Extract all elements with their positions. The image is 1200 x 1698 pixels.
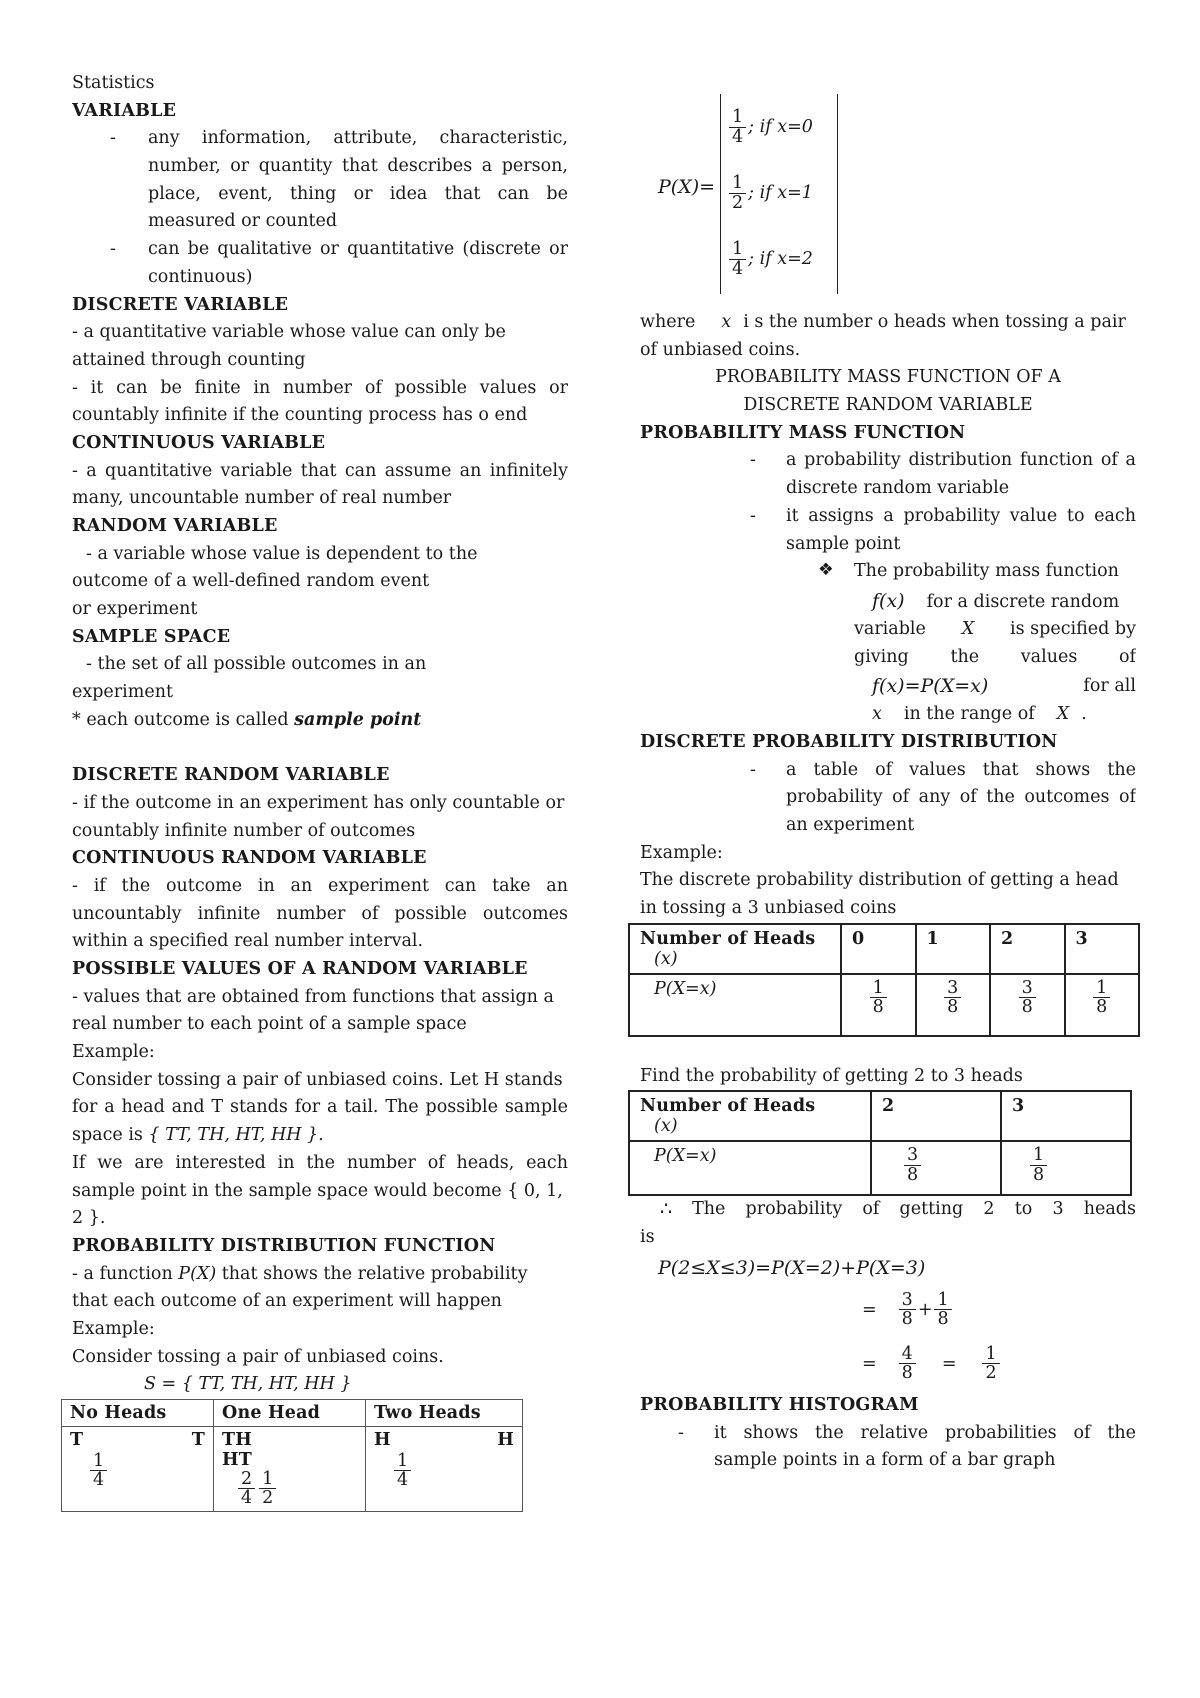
possible-values-heading: POSSIBLE VALUES OF A RANDOM VARIABLE (72, 959, 528, 979)
pmf-def-line: f(x) for a discrete random (872, 589, 1120, 612)
right-column (640, 70, 1136, 1475)
table-header-cell: 0 (841, 924, 916, 974)
histogram-heading: PROBABILITY HISTOGRAM (640, 1394, 919, 1415)
variable-bullet-1-cont: place, event, thing or idea that can be (148, 183, 568, 204)
continuous-random-variable-line: uncountably infinite number of possible outcomes (72, 903, 568, 924)
fraction: $\frac{1}{2}$ (259, 1470, 276, 1508)
table-header-cell: No Heads (62, 1400, 214, 1427)
table-header-cell: 3 (1065, 924, 1140, 974)
piecewise-case: $\frac{1}{4}$ ; if x=2 (727, 226, 837, 292)
pmf-bullet-2-cont: sample point (786, 533, 901, 554)
sample-space-line: - the set of all possible outcomes in an (86, 654, 427, 675)
table-row (62, 1400, 523, 1427)
pdf-line: - a function P(X) that shows the relative probability (72, 1263, 528, 1284)
table-header-cell: 2 (990, 924, 1065, 974)
table-header-cell: Two Heads (366, 1400, 523, 1427)
spacer (72, 735, 568, 763)
piecewise-case: $\frac{1}{2}$ ; if x=1 (727, 160, 837, 226)
pmf-bullet-1-cont: discrete random variable (786, 478, 1010, 499)
dpd-bullet-cont: an experiment (786, 815, 915, 835)
discrete-variable-line: - it can be finite in number of possible values or (72, 377, 568, 398)
pmf-bullet-2: - it assigns a probability value to each (750, 505, 1136, 526)
discrete-random-variable-line: countably infinite number of outcomes (72, 820, 416, 841)
histogram-bullet: - it shows the relative probabilities of the (678, 1422, 1136, 1443)
table-cell: H H $\frac{1}{4}$ (366, 1427, 523, 1512)
pmf-def-line: x in the range of X . (872, 704, 1087, 725)
find-line: Find the probability of getting 2 to 3 heads (640, 1065, 1023, 1086)
table-row (62, 1427, 523, 1512)
sample-point-note: * each outcome is called sample point (72, 709, 422, 730)
continuous-variable-line: many, uncountable number of real number (72, 488, 452, 509)
discrete-variable-heading: DISCRETE VARIABLE (72, 294, 289, 315)
pmf-definition (640, 558, 1136, 729)
possible-values-example-line: Consider tossing a pair of unbiased coins. Let H stands (72, 1069, 563, 1090)
dpd-bullet-cont: probability of any of the outcomes of (786, 787, 1136, 808)
dpd-example-label: Example: (640, 842, 723, 863)
fraction: $\frac{1}{4}$ (394, 1452, 411, 1490)
continuous-random-variable-line: - if the outcome in an experiment can take an (72, 875, 568, 896)
pdf-heading: PROBABILITY DISTRIBUTION FUNCTION (72, 1235, 496, 1256)
table-cell: $\frac{1}{8}$ (841, 974, 916, 1036)
variable-bullet-1-cont: measured or counted (148, 211, 338, 232)
random-variable-line: - a variable whose value is dependent to the (86, 543, 478, 564)
pmf-bullet-1: - a probability distribution function of a (750, 450, 1136, 471)
random-variable-line: outcome of a well-defined random event (72, 571, 430, 592)
discrete-variable-line: - a quantitative variable whose value can only be (72, 322, 506, 343)
variable-heading: VARIABLE (72, 100, 177, 121)
distribution-table-2-3-heads (628, 1090, 1132, 1196)
pdf-line: that each outcome of an experiment will happen (72, 1291, 502, 1312)
pmf-heading: PROBABILITY MASS FUNCTION (640, 422, 966, 443)
random-variable-line: or experiment (72, 599, 198, 620)
table-row (629, 924, 1139, 974)
therefore-line: ∴ The probability of getting 2 to 3 heads (640, 1196, 1136, 1224)
variable-bullet-1: - any information, attribute, characteristic, (110, 128, 568, 149)
equation-step: = $\frac{4}{8}$ = $\frac{1}{2}$ (640, 1336, 1136, 1392)
table-cell: $\frac{1}{8}$ (1001, 1141, 1131, 1195)
variable-bullet-2-cont: continuous) (148, 266, 253, 287)
table-header-cell: 2 (871, 1091, 1001, 1141)
where-line: where x i s the number o heads when tossing a pair (640, 312, 1126, 332)
discrete-random-variable-heading: DISCRETE RANDOM VARIABLE (72, 765, 390, 786)
pmf-def-line: The probability mass function (854, 561, 1119, 582)
table-cell: T T $\frac{1}{4}$ (62, 1427, 214, 1512)
table-header-cell: Number of Heads (x) (629, 924, 841, 974)
dpd-bullet: - a table of values that shows the (750, 759, 1136, 780)
histogram-bullet-cont: sample points in a form of a bar graph (714, 1450, 1056, 1471)
table-cell: $\frac{3}{8}$ (871, 1141, 1001, 1195)
therefore-icon: ∴ (660, 1198, 673, 1221)
piecewise-case: $\frac{1}{4}$ ; if x=0 (727, 94, 837, 160)
doc-title: Statistics (72, 73, 155, 93)
sample-space-heading: SAMPLE SPACE (72, 626, 231, 647)
possible-values-line: - values that are obtained from functions that assign a (72, 986, 554, 1007)
pmf-title: DISCRETE RANDOM VARIABLE (743, 395, 1033, 416)
probability-equation: P(2≤X≤3)=P(X=2)+P(X=3) (658, 1256, 926, 1279)
pmf-def-line: f(x)=P(X=x) for all (872, 675, 1136, 698)
where-line: of unbiased coins. (640, 339, 801, 360)
discrete-variable-line: countably infinite if the counting process has o end (72, 405, 528, 426)
random-variable-heading: RANDOM VARIABLE (72, 516, 278, 536)
pmf-title: PROBABILITY MASS FUNCTION OF A (715, 367, 1061, 388)
equation-step: = $\frac{3}{8}$ + $\frac{1}{8}$ (640, 1284, 1136, 1336)
fraction: $\frac{1}{4}$ (90, 1452, 107, 1490)
possible-values-example-line: sample point in the sample space would become { 0, 1, (72, 1180, 563, 1201)
distribution-table-3-coins (628, 923, 1140, 1037)
coin-outcome-table (61, 1399, 523, 1512)
table-cell: $\frac{3}{8}$ (916, 974, 991, 1036)
dpd-heading: DISCRETE PROBABILITY DISTRIBUTION (640, 731, 1058, 752)
possible-values-example-line: for a head and T stands for a tail. The possible sample (72, 1097, 568, 1118)
dpd-example-line: The discrete probability distribution of getting a head (640, 870, 1119, 891)
table-cell: $\frac{1}{8}$ (1065, 974, 1140, 1036)
sample-space-line: experiment (72, 682, 174, 703)
variable-bullet-2: - can be qualitative or quantitative (discrete or (110, 239, 568, 260)
table-cell: $\frac{3}{8}$ (990, 974, 1065, 1036)
possible-values-example-line: If we are interested in the number of heads, each (72, 1152, 568, 1173)
continuous-random-variable-line: within a specified real number interval. (72, 931, 424, 952)
possible-values-example-label: Example: (72, 1042, 155, 1063)
piecewise-lhs: P(X)= (658, 176, 716, 198)
piecewise-function (640, 94, 1136, 309)
possible-values-example-line: space is { TT, TH, HT, HH }. (72, 1125, 324, 1146)
continuous-variable-line: - a quantitative variable that can assume an infinitely (72, 460, 568, 481)
therefore-line: is (640, 1227, 655, 1248)
table-cell: P(X=x) (629, 974, 841, 1036)
table-header-cell: 3 (1001, 1091, 1131, 1141)
dpd-example-line: in tossing a 3 unbiased coins (640, 898, 897, 919)
diamond-icon: ❖ (818, 560, 834, 581)
pmf-def-line: giving the values of (854, 646, 1136, 667)
sample-space-set: S = { TT, TH, HT, HH } (144, 1374, 352, 1395)
pdf-example-line: Consider tossing a pair of unbiased coins. (72, 1346, 444, 1367)
pdf-example-label: Example: (72, 1318, 155, 1339)
table-cell: P(X=x) (629, 1141, 871, 1195)
table-row (629, 974, 1139, 1036)
table-row (629, 1091, 1131, 1141)
left-column (72, 70, 568, 1512)
pmf-def-line: variable X is specified by (854, 618, 1136, 639)
table-header-cell: One Head (214, 1400, 366, 1427)
continuous-random-variable-heading: CONTINUOUS RANDOM VARIABLE (72, 848, 427, 869)
table-header-cell: Number of Heads (x) (629, 1091, 871, 1141)
table-header-cell: 1 (916, 924, 991, 974)
possible-values-line: real number to each point of a sample space (72, 1014, 467, 1035)
continuous-variable-heading: CONTINUOUS VARIABLE (72, 432, 326, 453)
table-row (629, 1141, 1131, 1195)
fraction: $\frac{2}{4}$ (238, 1470, 255, 1508)
table-cell: TH HT $\frac{2}{4}$ $\frac{1}{2}$ (214, 1427, 366, 1512)
discrete-variable-line: attained through counting (72, 349, 306, 370)
variable-bullet-1-cont: number, or quantity that describes a person, (148, 156, 568, 177)
possible-values-example-line: 2 }. (72, 1208, 106, 1229)
discrete-random-variable-line: - if the outcome in an experiment has only countable or (72, 792, 565, 813)
